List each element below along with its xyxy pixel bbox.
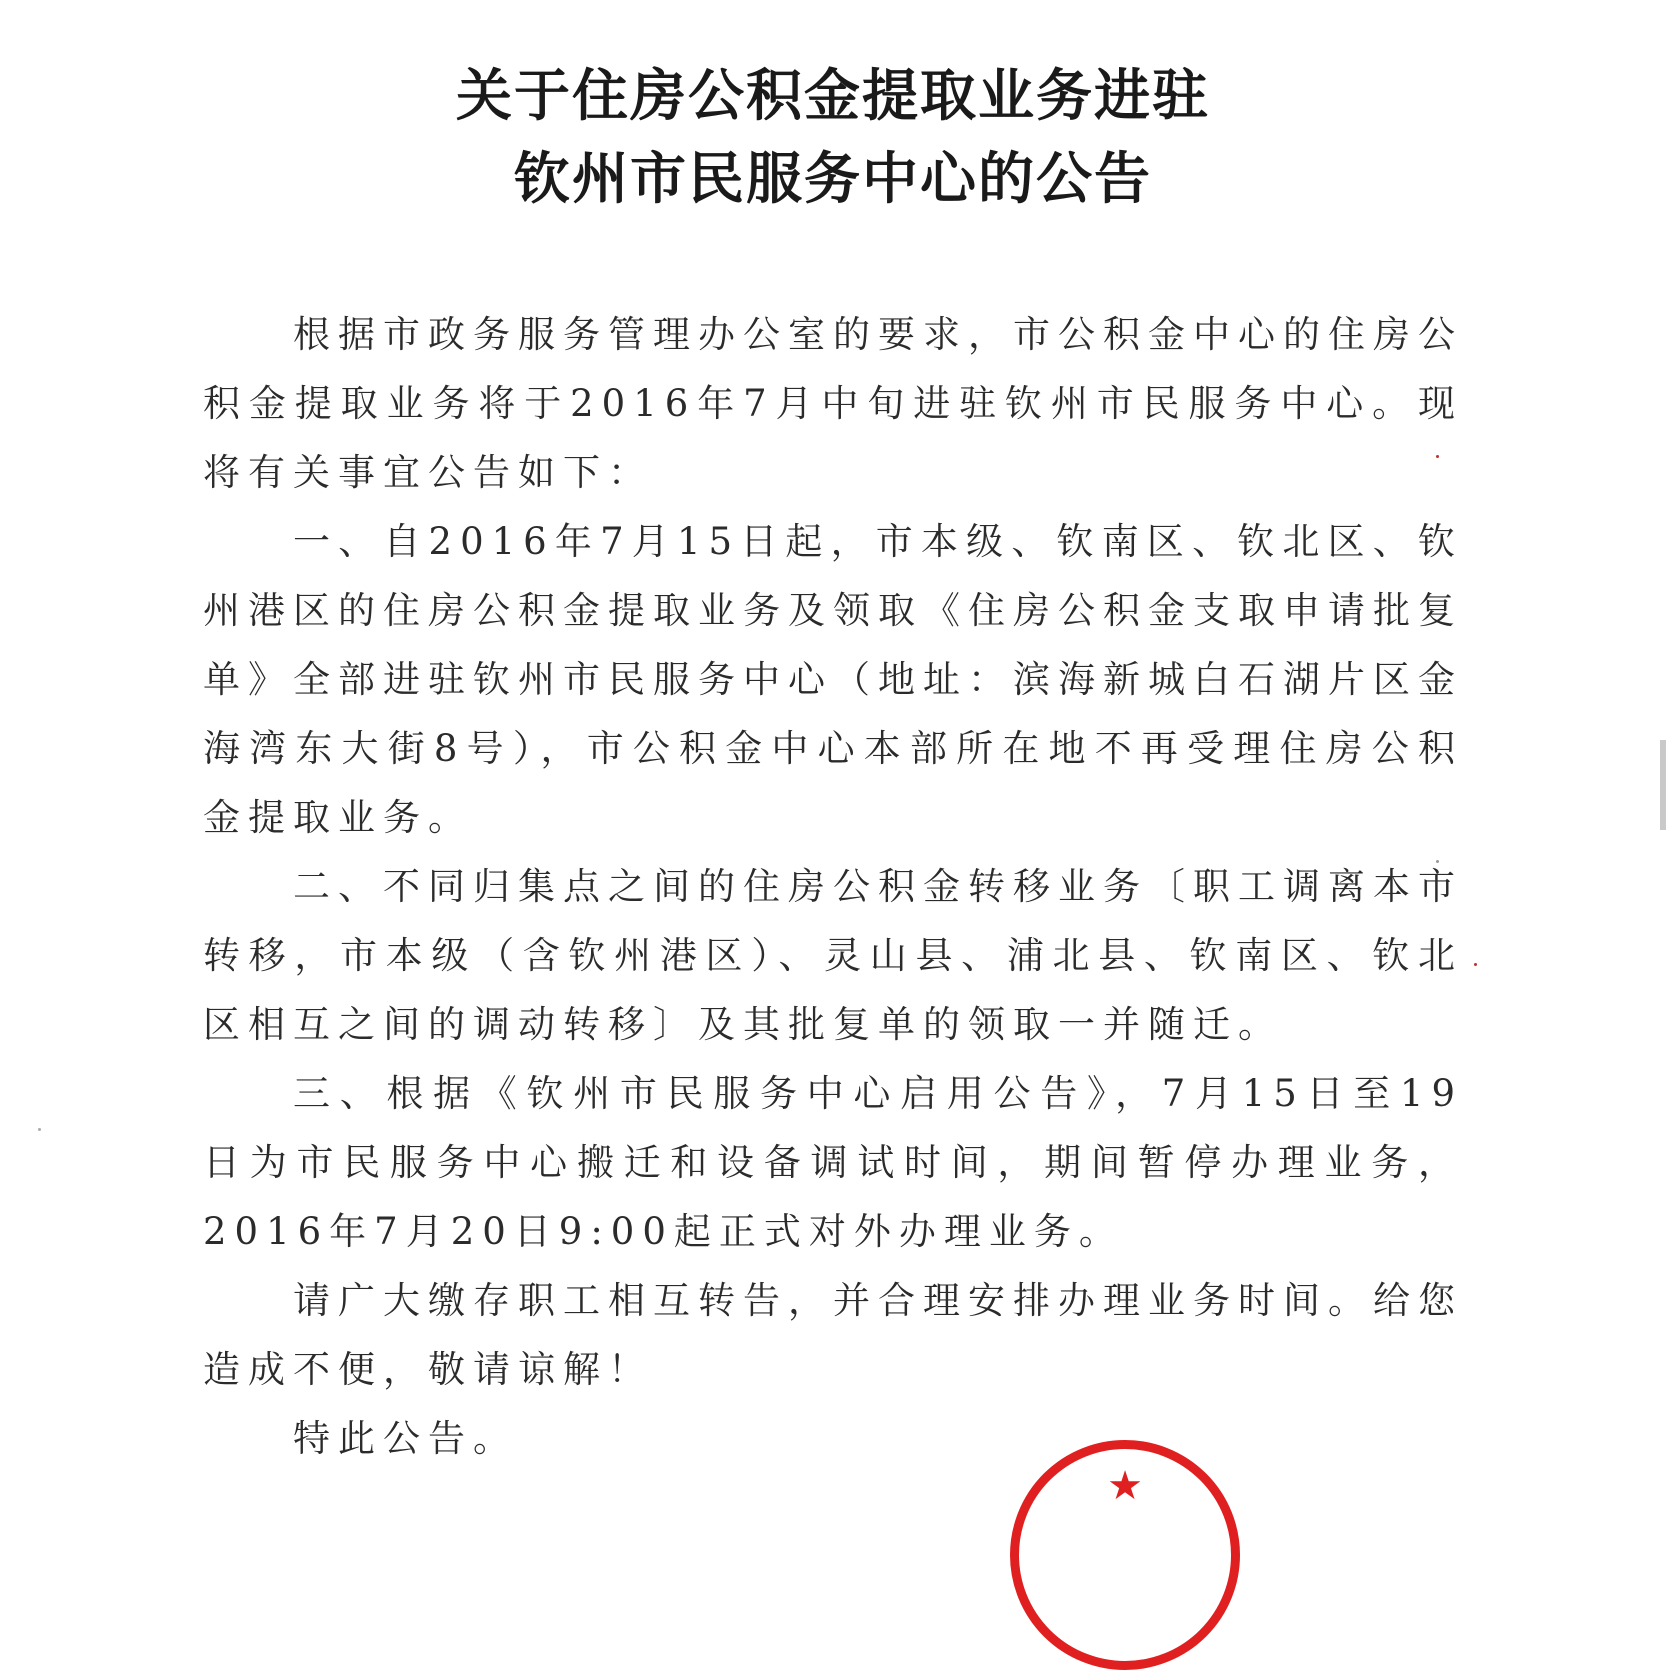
paragraph-item-2: 二、不同归集点之间的住房公积金转移业务〔职工调离本市转移，市本级（含钦州港区）、灵山县、浦北县、钦南区、钦北区相互之间的调动转移〕及其批复单的领取一并随迁。 (203, 865, 1463, 1046)
scan-edge-shadow (1660, 740, 1666, 830)
scan-speck (38, 1128, 41, 1131)
scan-speck (1436, 455, 1439, 458)
paragraph-request: 请广大缴存职工相互转告，并合理安排办理业务时间。给您造成不便，敬请谅解！ (203, 1279, 1463, 1391)
document-body (203, 300, 1463, 1473)
paragraph-item-1: 一、自2016年7月15日起，市本级、钦南区、钦北区、钦州港区的住房公积金提取业务及领取《住房公积金支取申请批复单》全部进驻钦州市民服务中心（地址：滨海新城白石湖片区金海湾东大街8号），市公积金中心本部所在地不再受理住房公积金提取业务。 (203, 520, 1463, 839)
document-title-line-1: 关于住房公积金提取业务进驻 (456, 64, 1210, 129)
scan-speck (1474, 963, 1477, 966)
paragraph-intro: 根据市政务服务管理办公室的要求，市公积金中心的住房公积金提取业务将于2016年7月中旬进驻钦州市民服务中心。现将有关事宜公告如下： (203, 313, 1463, 494)
scan-speck (1436, 860, 1439, 863)
document-title-line-2: 钦州市民服务中心的公告 (514, 147, 1152, 212)
paragraph-item-3: 三、根据《钦州市民服务中心启用公告》，7月15日至19日为市民服务中心搬迁和设备调试时间，期间暂停办理业务，2016年7月20日9:00起正式对外办理业务。 (203, 1072, 1463, 1253)
seal-star-icon: ★ (1107, 1463, 1143, 1509)
closing-line: 特此公告。 (293, 1417, 518, 1460)
official-seal-stamp (1010, 1440, 1240, 1670)
